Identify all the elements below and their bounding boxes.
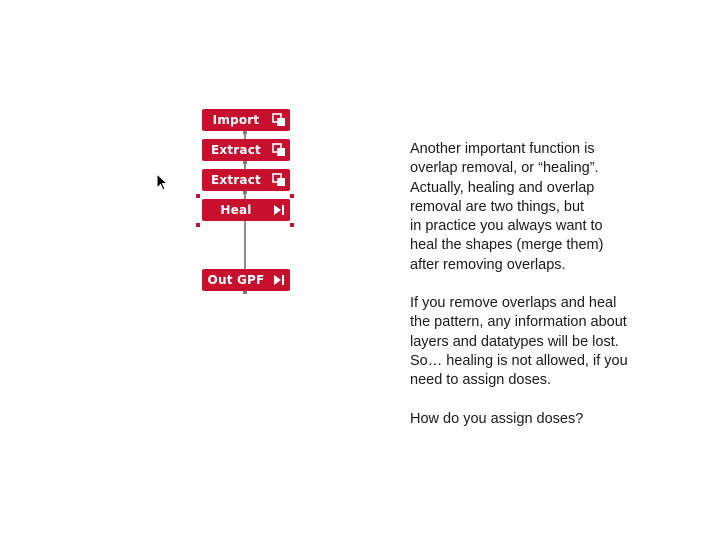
flow-node-label: Extract	[211, 173, 261, 187]
output-port[interactable]	[243, 191, 247, 194]
flow-node-label: Extract	[211, 143, 261, 157]
notes-line: So… healing is not allowed, if you	[410, 352, 628, 369]
notes-line: layers and datatypes will be lost.	[410, 333, 619, 350]
notes-line: heal the shapes (merge them)	[410, 237, 604, 254]
selection-handle[interactable]	[196, 223, 200, 227]
flow-node-import[interactable]	[202, 109, 290, 131]
notes-line: How do you assign doses?	[410, 410, 584, 427]
mouse-cursor-icon	[156, 173, 168, 193]
notes-line: Another important function is	[410, 141, 595, 157]
flow-node-extract[interactable]	[202, 139, 290, 161]
stack-icon	[271, 112, 287, 128]
flow-node-label: Heal	[220, 203, 252, 217]
selection-handle[interactable]	[196, 194, 200, 198]
stack-icon	[271, 142, 287, 158]
notes-panel	[410, 140, 670, 429]
notes-line: need to assign doses.	[410, 372, 552, 389]
output-port[interactable]	[243, 291, 247, 294]
selection-handle[interactable]	[290, 223, 294, 227]
play-end-icon	[271, 272, 287, 288]
flow-connector	[244, 221, 246, 269]
notes-line: If you remove overlaps and heal	[410, 295, 617, 312]
notes-line: the pattern, any information about	[410, 314, 627, 331]
flow-node-heal[interactable]	[202, 199, 290, 221]
notes-line: after removing overlaps.	[410, 256, 566, 273]
flow-node-extract[interactable]	[202, 169, 290, 191]
flow-node-label: Import	[212, 113, 260, 127]
selection-handle[interactable]	[290, 194, 294, 198]
notes-line: in practice you always want to	[410, 218, 603, 235]
flow-node-label: Out GPF	[207, 273, 265, 287]
flow-node-out-gpf[interactable]	[202, 269, 290, 291]
output-port[interactable]	[243, 131, 247, 134]
stack-icon	[271, 172, 287, 188]
notes-line: removal are two things, but	[410, 198, 585, 215]
output-port[interactable]	[243, 161, 247, 164]
notes-line: overlap removal, or “healing”.	[410, 160, 599, 177]
play-end-icon	[271, 202, 287, 218]
paragraph-gap	[410, 275, 670, 294]
notes-line: Actually, healing and overlap	[410, 179, 595, 196]
paragraph-gap	[410, 391, 670, 410]
